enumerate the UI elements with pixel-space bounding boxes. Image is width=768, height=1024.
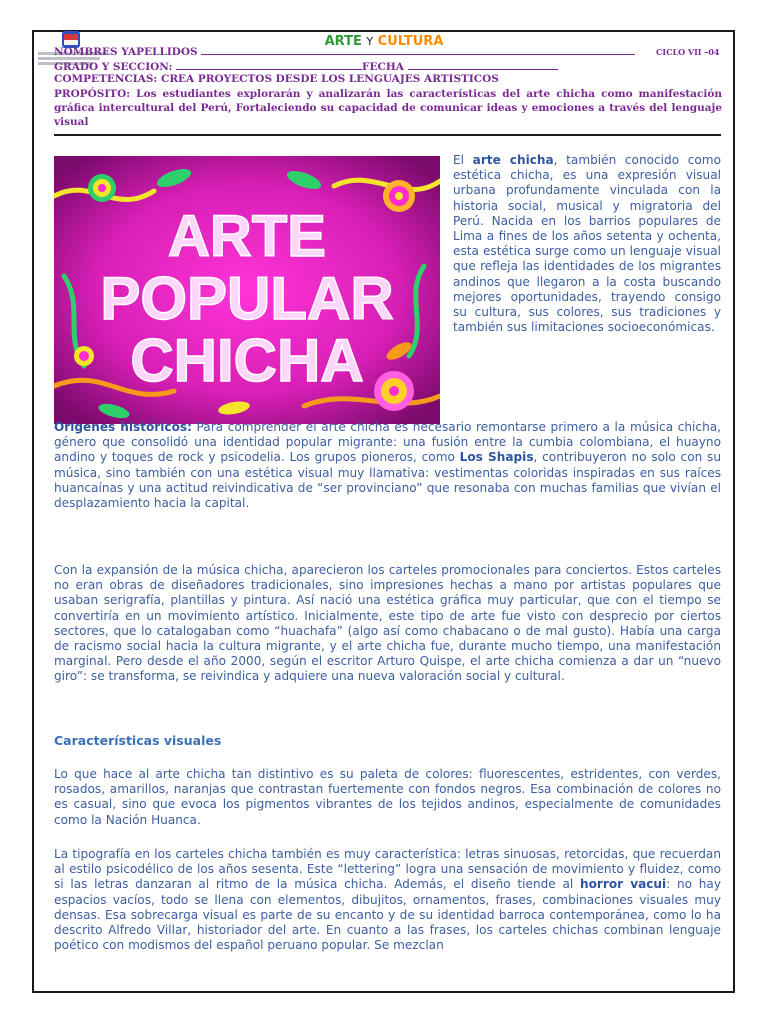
- proposito-text: PROPÓSITO: Los estudiantes explorarán y analizarán las características del arte chicha como manifestación gráfica intercultural del Perú, Fortaleciendo su capacidad de comunicar ideas y emociones a través del lenguaje visual: [54, 88, 722, 128]
- colors-paragraph: [54, 767, 721, 828]
- origenes-text-2: , contribuyeron no solo con su música, sino también con una estética visual muy llamativa: vestimentas coloridas inspiradas en sus raíces huancaínas y una actitud reivindicativa de “ser provinciano” que resonaba con muchas familias que vivían el desplazamiento hacia la capital.: [54, 450, 722, 511]
- band-los-shapis: Los Shapis: [459, 450, 534, 465]
- intro-pre: El: [453, 153, 473, 167]
- brand-cultura: CULTURA: [377, 34, 444, 49]
- origenes-paragraph: [54, 420, 721, 511]
- expansion-paragraph: [54, 563, 721, 685]
- names-row: [54, 44, 635, 58]
- poster-title-line-2: POPULAR: [100, 265, 394, 332]
- competencias-line: COMPETENCIAS: CREA PROYECTOS DESDE LOS LENGUAJES ARTISTICOS: [54, 73, 499, 85]
- poster-title-line-1: ARTE: [168, 204, 326, 269]
- typography-text-b: : no hay espacios vacíos, todo se llena con elementos, dibujitos, ornamentos, frases, combinaciones visuales muy densas. Esa sobrecarga visual es parte de su encanto y de su identidad barroca contemporánea, como lo ha descrito Alfredo Villar, historiador del arte. En cuanto a las frases, los carteles chichas combinan lenguaje poético con modismos del español peruano popular. Se mezclan: [54, 877, 721, 953]
- colors-text: Lo que hace al arte chicha tan distintivo es su paleta de colores: fluorescentes, estridentes, con verdes, rosados, amarillos, naranjas que contrastan fuertemente con fondos negros. Esa combinación de colores no es casual, sino que evoca los pigmentos vibrantes de los tejidos andinos, especialmente de comunidades como la Nación Huanca.: [54, 767, 721, 827]
- brand-arte: ARTE: [324, 34, 362, 49]
- origenes-heading: Orígenes históricos:: [54, 420, 192, 434]
- names-field[interactable]: [201, 44, 635, 55]
- poster-title-line-3: CHICHA: [130, 327, 364, 394]
- typography-paragraph: [54, 847, 721, 953]
- brand-y: Y: [366, 35, 374, 48]
- grade-row: [54, 59, 558, 73]
- ciclo-label: CICLO VII –04: [656, 47, 720, 57]
- grade-field[interactable]: [176, 59, 362, 70]
- expansion-text: Con la expansión de la música chicha, aparecieron los carteles promocionales para conciertos. Estos carteles no eran obras de diseñadores tradicionales, sino impresiones hechas a mano por artistas populares que usaban serigrafía, plantillas y pintura. Así nació una estética gráfica muy particular, que con el tiempo se convertiría en un movimiento artístico. Inicialmente, este tipo de arte fue visto con desprecio por ciertos sectores, que lo catalogaban como “huachafa” (algo así como chabacano o de mal gusto). Había una carga de racismo social hacia la cultura migrante, y el arte chicha fue, durante mucho tiempo, una manifestación marginal. Pero desde el año 2000, según el escritor Arturo Quispe, el arte chicha comienza a dar un “nuevo giro”: se transforma, se reivindica y adquiere una nueva valoración social y cultural.: [54, 563, 721, 684]
- origenes-text-1: Para comprender el arte chicha es necesario remontarse primero a la música chicha, género que consolidó una identidad popular migrante: una fusión entre la cumbia colombiana, el huayno andino y toques de rock y psicodelia. Los grupos pioneros, como: [54, 420, 721, 465]
- grade-label: GRADO Y SECCION:: [54, 61, 173, 73]
- typography-text-a: La tipografía en los carteles chicha también es muy característica: letras sinuosas, retorcidas, que recuerdan al estilo psicodélico de los años sesenta. Este “lettering” logra una sensación de movimiento y fluidez, como si las letras danzaran al ritmo de la música chicha. Además, el diseño tiende al: [54, 847, 721, 892]
- intro-paragraph: [453, 153, 721, 335]
- arte-chicha-poster: [54, 156, 440, 424]
- intro-text: , también conocido como estética chicha, es una expresión visual urbana profundamente vinculada con la historia social, musical y migratoria del Perú. Nacida en los barrios populares de Lima a fines de los años setenta y ochenta, esta estética surge como un lenguaje visual que refleja las identidades de los migrantes andinos que llegaron a la costa buscando mejores oportunidades, trayendo consigo su cultura, sus colores, sus tradiciones y también sus limitaciones socioeconómicas.: [453, 153, 721, 335]
- date-field[interactable]: [408, 59, 558, 70]
- header-divider: [54, 134, 721, 136]
- term-arte-chicha: arte chicha: [472, 153, 554, 167]
- caracteristicas-heading: Características visuales: [54, 733, 222, 748]
- date-label: FECHA: [362, 61, 404, 73]
- names-label: NOMBRES YAPELLIDOS: [54, 46, 198, 58]
- term-horror-vacui: horror vacui: [579, 877, 667, 892]
